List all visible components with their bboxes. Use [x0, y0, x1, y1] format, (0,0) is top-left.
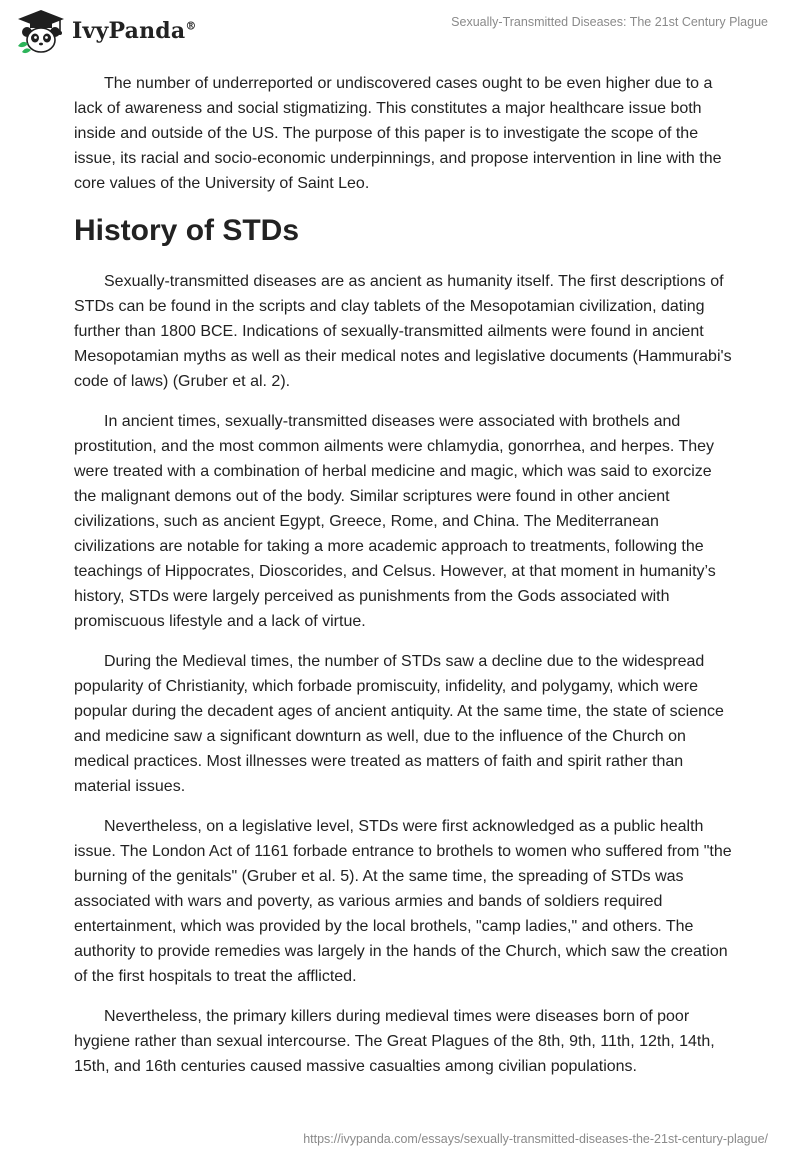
panda-graduation-cap-icon — [14, 8, 68, 54]
page-header — [0, 0, 800, 56]
ivypanda-logo[interactable] — [14, 8, 197, 54]
body-paragraph: Nevertheless, the primary killers during medieval times were diseases born of poor hygiene rather than sexual intercourse. The Great Plagues of the 8th, 9th, 11th, 12th, 14th, 15th, and 16th centuries caused massive casualties among civilian populations. — [74, 1008, 715, 1075]
section-heading: History of STDs — [74, 214, 300, 247]
essay-content — [74, 71, 734, 1094]
body-paragraph: Sexually-transmitted diseases are as ancient as humanity itself. The first descriptions of STDs can be found in the scripts and clay tablets of the Mesopotamian civilization, dating further than 1800 BCE. Indications of sexually-transmitted ailments were found in ancient Mesopotamian myths as well as their medical notes and legislative documents (Hammurabi's code of laws) (Gruber et al. 2). — [74, 273, 732, 390]
brand-name: IvyPanda® — [72, 18, 197, 44]
body-paragraph: In ancient times, sexually-transmitted diseases were associated with brothels and prostitution, and the most common ailments were chlamydia, gonorrhea, and herpes. They were treated with a combination of herbal medicine and magic, which was said to exorcize the malignant demons out of the body. Similar scriptures were found in other ancient civilizations, such as ancient Egypt, Greece, Rome, and China. The Mediterranean civilizations are notable for taking a more academic approach to treatments, following the teachings of Hippocrates, Dioscorides, and Celsus. However, at that moment in humanity’s history, STDs were largely perceived as punishments from the Gods associated with promiscuous lifestyle and a lack of virtue. — [74, 413, 716, 630]
body-paragraph: Nevertheless, on a legislative level, STDs were first acknowledged as a public health issue. The London Act of 1161 forbade entrance to brothels to women who suffered from "the burning of the genitals" (Gruber et al. 5). At the same time, the spreading of STDs was associated with wars and poverty, as various armies and bands of soldiers required entertainment, which was provided by the local brothels, "camp ladies," and others. The authority to provide remedies was largely in the hands of the Church, which saw the creation of the first hospitals to treat the afflicted. — [74, 818, 732, 985]
source-url[interactable]: https://ivypanda.com/essays/sexually-transmitted-diseases-the-21st-century-plague/ — [303, 1132, 768, 1146]
intro-paragraph: The number of underreported or undiscovered cases ought to be even higher due to a lack of awareness and social stigmatizing. This constitutes a major healthcare issue both inside and outside of the US. The purpose of this paper is to investigate the scope of the issue, its racial and socio-economic underpinnings, and propose intervention in line with the core values of the University of Saint Leo. — [74, 75, 722, 192]
body-paragraph: During the Medieval times, the number of STDs saw a decline due to the widespread popularity of Christianity, which forbade promiscuity, infidelity, and polygamy, which were popular during the decadent ages of ancient antiquity. At the same time, the state of science and medicine saw a significant downturn as well, due to the influence of the Church on medical practices. Most illnesses were treated as matters of faith and spirit rather than material issues. — [74, 653, 724, 795]
registered-mark: ® — [185, 19, 197, 33]
document-title: Sexually-Transmitted Diseases: The 21st Century Plague — [451, 15, 768, 29]
